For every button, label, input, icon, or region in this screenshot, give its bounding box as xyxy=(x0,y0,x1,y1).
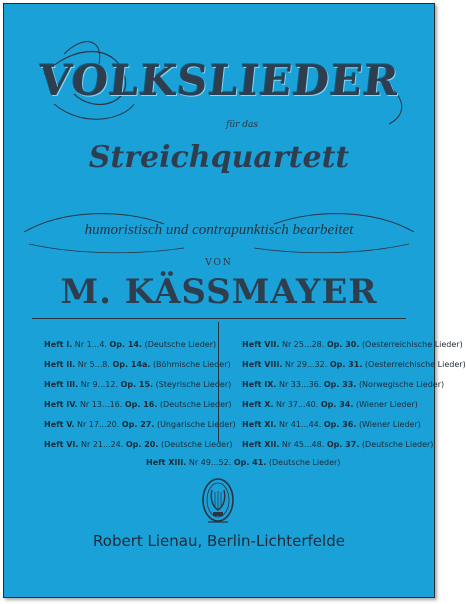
heft-op: Op. 33. xyxy=(323,380,357,389)
heft-title: (Deutsche Lieder) xyxy=(159,400,232,409)
list-item xyxy=(242,340,463,349)
heft-number: Heft V. xyxy=(44,420,75,429)
heft-number: Heft IX. xyxy=(242,380,277,389)
heft-op: Op. 34. xyxy=(320,400,354,409)
heft-number: Heft VI. xyxy=(44,440,79,449)
heft-title: (Böhmische Lieder) xyxy=(152,360,231,369)
heft-number: Heft IV. xyxy=(44,400,78,409)
list-item xyxy=(44,400,231,409)
heft-nr: Nr 13...16. xyxy=(79,400,123,409)
heft-nr: Nr 45...48. xyxy=(281,440,325,449)
heft-op: Op. 36. xyxy=(323,420,357,429)
heft-nr: Nr 17...20. xyxy=(76,420,120,429)
heft-number: Heft VII. xyxy=(242,340,280,349)
heft-op: Op. 15. xyxy=(120,380,154,389)
instrument-title: Streichquartett xyxy=(88,140,350,175)
heft-nr: Nr 21...24. xyxy=(80,440,124,449)
list-item xyxy=(44,420,236,429)
heft-nr: Nr 49...52. xyxy=(188,458,232,467)
heft-nr: Nr 9...12. xyxy=(80,380,118,389)
list-item xyxy=(44,360,231,369)
heft-nr: Nr 33...36. xyxy=(278,380,322,389)
heft-number: Heft XII. xyxy=(242,440,280,449)
lyre-emblem-icon xyxy=(200,476,236,528)
fuer-das-text: für das xyxy=(226,120,259,130)
list-item xyxy=(242,400,418,409)
list-item-heft-xiii xyxy=(146,458,340,467)
heft-title: (Oesterreichische Lieder) xyxy=(361,340,463,349)
list-item xyxy=(44,380,231,389)
heft-title: (Norwegische Lieder) xyxy=(358,380,445,389)
heft-number: Heft II. xyxy=(44,360,76,369)
list-item xyxy=(44,440,232,449)
work-title: VOLKSLIEDER xyxy=(36,56,402,105)
von-text: VON xyxy=(205,258,233,268)
heft-nr: Nr 37...40. xyxy=(275,400,319,409)
heft-title: (Deutsche Lieder) xyxy=(144,340,217,349)
heft-nr: Nr 1...4. xyxy=(74,340,107,349)
list-item xyxy=(242,360,466,369)
list-item xyxy=(242,380,444,389)
heft-number: Heft III. xyxy=(44,380,79,389)
heft-title: (Deutsche Lieder) xyxy=(268,458,341,467)
heft-op: Op. 41. xyxy=(233,458,267,467)
heft-op: Op. 27. xyxy=(121,420,155,429)
list-item xyxy=(242,440,433,449)
heft-op: Op. 16. xyxy=(124,400,158,409)
heft-nr: Nr 41...44. xyxy=(278,420,322,429)
heft-title: (Ungarische Lieder) xyxy=(156,420,236,429)
heft-op: Op. 14a. xyxy=(112,360,151,369)
heft-op: Op. 20. xyxy=(125,440,159,449)
heft-number: Heft XIII. xyxy=(146,458,187,467)
publisher: Robert Lienau, Berlin-Lichterfelde xyxy=(93,532,345,550)
list-item xyxy=(242,420,421,429)
heft-number: Heft XI. xyxy=(242,420,277,429)
heft-nr: Nr 29...32. xyxy=(284,360,328,369)
heft-number: Heft I. xyxy=(44,340,73,349)
heft-nr: Nr 25...28. xyxy=(281,340,325,349)
list-item xyxy=(44,340,216,349)
composer-name: M. KÄSSMAYER xyxy=(60,272,378,312)
heft-op: Op. 30. xyxy=(326,340,360,349)
heft-op: Op. 14. xyxy=(109,340,143,349)
heft-number: Heft VIII. xyxy=(242,360,283,369)
heft-title: (Steyrische Lieder) xyxy=(155,380,232,389)
heft-op: Op. 37. xyxy=(326,440,360,449)
title-page xyxy=(3,3,466,598)
heft-number: Heft X. xyxy=(242,400,274,409)
heft-title: (Oesterreichische Lieder) xyxy=(364,360,466,369)
divider-top xyxy=(32,318,406,319)
subtitle: humoristisch und contrapunktisch bearbeitet xyxy=(84,222,354,238)
heft-nr: Nr 5...8. xyxy=(77,360,110,369)
heft-title: (Deutsche Lieder) xyxy=(361,440,434,449)
heft-title: (Wiener Lieder) xyxy=(355,400,418,409)
heft-title: (Deutsche Lieder) xyxy=(160,440,233,449)
heft-title: (Wiener Lieder) xyxy=(358,420,421,429)
heft-op: Op. 31. xyxy=(329,360,363,369)
